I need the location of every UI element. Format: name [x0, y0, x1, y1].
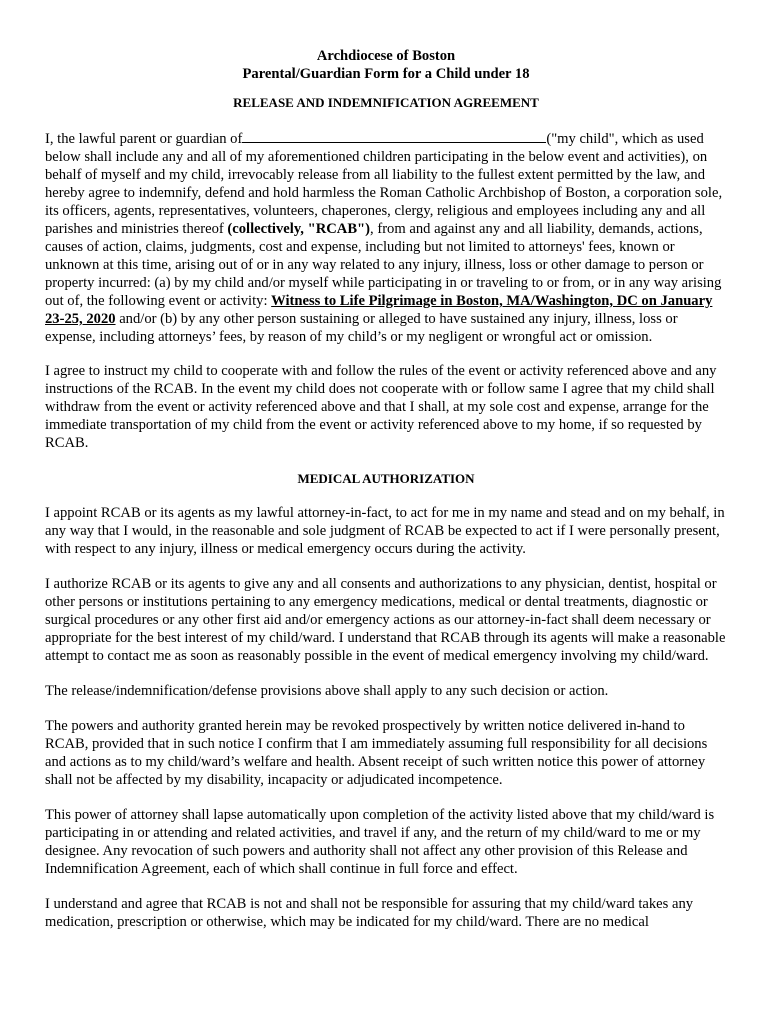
release-paragraph-1 — [45, 129, 727, 346]
medical-paragraph-4: The powers and authority granted herein may be revoked prospectively by written notice delivered in-hand to RCAB, provided that in such notice I confirm that I am immediately assuming full responsibility for all decisions and actions as to my child/ward’s welfare and health. Absent receipt of such written notice this power of attorney shall not be affected by my disability, incapacity or adjudicated incompetence. — [45, 718, 708, 788]
org-title: Archdiocese of Boston — [316, 48, 456, 64]
medical-paragraph-2: I authorize RCAB or its agents to give any and all consents and authorizations to any physician, dentist, hospital or other persons or institutions pertaining to any emergency medications, medical or dental treatments, diagnostic or surgical procedures or any other first aid and/or emergency actions as our attorney-in-fact shall deem necessary or appropriate for the best interest of my child/ward. I understand that RCAB through its agents will make a reasonable attempt to contact me as soon as reasonably possible in the event of medical emergency involving my child/ward. — [45, 576, 726, 664]
release-middle-text: , from and against any and all liability, demands, actions, causes of action, claims, judgments, cost and expense, including but not limited to attorneys' fees, known or unknown at this time, arising out of or in any way related to any injury, illness, loss or other damage to person or property incurred: (a) by my child and/or myself while participating in or traveling to or from, or in any way arising out of, the following event or activity: — [45, 221, 722, 309]
medical-paragraph-6: I understand and agree that RCAB is not and shall not be responsible for assuring that my child/ward takes any medication, prescription or otherwise, which may be indicated for my child/ward. There are no medical — [45, 896, 694, 930]
medical-authorization-heading: MEDICAL AUTHORIZATION — [297, 471, 475, 486]
release-end-text: and/or (b) by any other person sustaining or alleged to have sustained any injury, illness, loss or expense, including attorneys’ fees, by reason of my child’s or my negligent or wrongful act or omission. — [45, 311, 678, 345]
medical-paragraph-5: This power of attorney shall lapse automatically upon completion of the activity listed above that my child/ward is participating in or attending and related activities, and travel if any, and the return of my child/ward to me or my designee. Any revocation of such powers and authority shall not affect any other provision of this Release and Indemnification Agreement, each of which shall continue in full force and effect. — [45, 807, 715, 877]
agreement-heading: RELEASE AND INDEMNIFICATION AGREEMENT — [233, 95, 539, 110]
form-title: Parental/Guardian Form for a Child under 18 — [242, 66, 530, 82]
medical-paragraph-1: I appoint RCAB or its agents as my lawful attorney-in-fact, to act for me in my name and stead and on my behalf, in any way that I would, in the reasonable and sole judgment of RCAB be expected to act if I were personally present, with respect to any injury, illness or medical emergency occurs during the activity. — [45, 505, 725, 557]
child-name-blank-field[interactable] — [242, 129, 546, 143]
document-body — [45, 47, 727, 931]
release-lead-text: I, the lawful parent or guardian of — [45, 131, 243, 147]
event-name: Witness to Life Pilgrimage in Boston, MA/Washington, DC on January 23-25, 2020 — [45, 293, 713, 327]
release-paragraph-2: I agree to instruct my child to cooperate with and follow the rules of the event or activity referenced above and any instructions of the RCAB. In the event my child does not cooperate with or follow same I agree that my child shall withdraw from the event or activity referenced above and that I shall, at my sole cost and expense, arrange for the immediate transportation of my child from the event or activity referenced above to my home, if so requested by RCAB. — [45, 363, 717, 451]
medical-paragraph-3: The release/indemnification/defense provisions above shall apply to any such decision or action. — [45, 683, 609, 699]
collective-definition: (collectively, "RCAB") — [227, 221, 371, 237]
release-text-after-blank: ("my child", which as used below shall include any and all of my aforementioned children participating in the below event and activities), on behalf of myself and my child, irrevocably release from all liability to the fullest extent permitted by the law, and hereby agree to indemnify, defend and hold harmless the Roman Catholic Archbishop of Boston, a corporation sole, its officers, agents, representatives, volunteers, chaperones, clergy, religious and employees including any and all parishes and ministries thereof — [45, 131, 723, 237]
